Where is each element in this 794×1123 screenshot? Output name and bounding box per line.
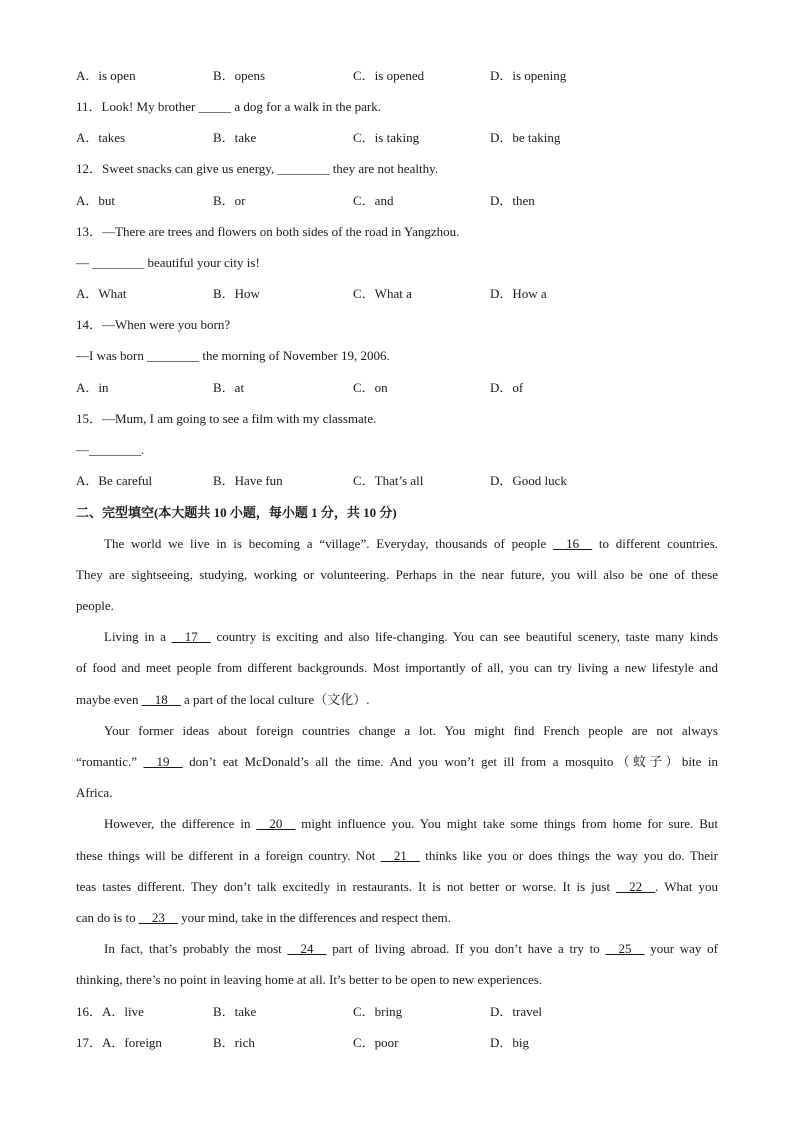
option-c[interactable]: C．That’s all (353, 473, 424, 488)
q13-stem: 13．—There are trees and flowers on both sides of the road in Yangzhou. (76, 224, 460, 239)
text: country is exciting and also life-changing. You can see beautiful scenery, taste many kinds (210, 629, 719, 644)
text: a part of the local culture（文化）. (180, 692, 370, 707)
blank-25: __25__ (605, 941, 645, 956)
passage-p2-line2: of food and meet people from different backgrounds. Most importantly of all, you can try living a new lifestyle and (76, 660, 718, 675)
passage-p4-line4 (76, 908, 718, 928)
text: teas tastes different. They don’t talk excitedly in restaurants. It is not better or worse. It is just (76, 879, 617, 894)
option-a[interactable]: A．What (76, 286, 127, 301)
section-heading: 二、完型填空(本大题共 10 小题，每小题 1 分，共 10 分) (76, 505, 397, 520)
text: . What you (655, 879, 718, 894)
blank-21: __21__ (380, 848, 420, 863)
option-a[interactable]: A．is open (76, 68, 136, 83)
option-d[interactable]: D．Good luck (490, 473, 567, 488)
passage-p2-line1 (104, 627, 718, 647)
q15-options (76, 471, 718, 491)
option-a[interactable]: A．but (76, 193, 116, 208)
blank-17: __17__ (171, 629, 211, 644)
q14-reply: —I was born ________ the morning of November 19, 2006. (76, 348, 390, 363)
passage-p1-line2: They are sightseeing, studying, working or volunteering. Perhaps in the near future, you will also be one of these (76, 567, 718, 582)
option-d[interactable]: D．travel (490, 1004, 542, 1019)
q15-reply: —________. (76, 442, 145, 457)
q11-options (76, 128, 718, 148)
text: your way of (644, 941, 718, 956)
option-b[interactable]: B．How (213, 286, 260, 301)
passage-p3-line1: Your former ideas about foreign countries change a lot. You might find French people are not always (104, 723, 718, 738)
option-b[interactable]: B．take (213, 130, 257, 145)
option-b[interactable]: B．or (213, 193, 246, 208)
text: maybe even (76, 692, 142, 707)
option-c[interactable]: C．is taking (353, 130, 420, 145)
blank-20: __20__ (256, 816, 296, 831)
text: Living in a (104, 629, 172, 644)
option-c[interactable]: C．and (353, 193, 394, 208)
blank-19: __19__ (143, 754, 183, 769)
blank-23: __23__ (138, 910, 178, 925)
option-a[interactable]: 17．A．foreign (76, 1035, 162, 1050)
text: don’t eat McDonald’s all the time. And you won’t get ill from a mosquito（蚊子）bite in (182, 754, 718, 769)
option-d[interactable]: D．How a (490, 286, 547, 301)
option-b[interactable]: B．opens (213, 68, 266, 83)
text: these things will be different in a foreign country. Not (76, 848, 381, 863)
option-b[interactable]: B．take (213, 1004, 257, 1019)
option-a[interactable]: A．takes (76, 130, 126, 145)
text: However, the difference in (104, 816, 257, 831)
text: part of living abroad. If you don’t have a try to (326, 941, 606, 956)
passage-p4-line3 (76, 877, 718, 897)
q12-options (76, 191, 718, 211)
passage-p3-line2 (76, 752, 718, 772)
option-c[interactable]: C．bring (353, 1004, 403, 1019)
option-d[interactable]: D．big (490, 1035, 530, 1050)
option-c[interactable]: C．poor (353, 1035, 399, 1050)
text: can do is to (76, 910, 139, 925)
option-a[interactable]: 16．A．live (76, 1004, 144, 1019)
passage-p4-line2 (76, 846, 718, 866)
option-b[interactable]: B．Have fun (213, 473, 283, 488)
option-d[interactable]: D．then (490, 193, 535, 208)
q11-stem: 11．Look! My brother _____ a dog for a walk in the park. (76, 99, 381, 114)
option-d[interactable]: D．be taking (490, 130, 561, 145)
passage-p5-line1 (104, 939, 718, 959)
q14-stem: 14．—When were you born? (76, 317, 231, 332)
blank-22: __22__ (616, 879, 656, 894)
option-d[interactable]: D．of (490, 380, 524, 395)
passage-p4-line1 (104, 814, 718, 834)
text: “romantic.” (76, 754, 144, 769)
option-c[interactable]: C．What a (353, 286, 412, 301)
text: to different countries. (592, 536, 719, 551)
passage-p3-line3: Africa. (76, 785, 113, 800)
text: thinks like you or does things the way you do. Their (419, 848, 718, 863)
text: your mind, take in the differences and respect them. (177, 910, 451, 925)
blank-24: __24__ (287, 941, 327, 956)
q13-reply: — ________ beautiful your city is! (76, 255, 260, 270)
option-c[interactable]: C．on (353, 380, 388, 395)
blank-16: __16__ (553, 536, 593, 551)
text: might influence you. You might take some things from home for sure. But (295, 816, 718, 831)
blank-18: __18__ (141, 692, 181, 707)
option-b[interactable]: B．rich (213, 1035, 255, 1050)
passage-p1-line3: people. (76, 598, 114, 613)
q14-options (76, 378, 718, 398)
option-d[interactable]: D．is opening (490, 68, 567, 83)
passage-p5-line2: thinking, there’s no point in leaving home at all. It’s better to be open to new experiences. (76, 972, 543, 987)
q10-options (76, 66, 718, 86)
text: In fact, that’s probably the most (104, 941, 288, 956)
option-a[interactable]: A．in (76, 380, 109, 395)
q13-options (76, 284, 718, 304)
q16-options (76, 1002, 718, 1022)
text: The world we live in is becoming a “village”. Everyday, thousands of people (104, 536, 554, 551)
passage-p2-line3 (76, 690, 718, 710)
q12-stem: 12．Sweet snacks can give us energy, ________ they are not healthy. (76, 161, 438, 176)
q17-options (76, 1033, 718, 1053)
q15-stem: 15．—Mum, I am going to see a film with my classmate. (76, 411, 377, 426)
option-c[interactable]: C．is opened (353, 68, 425, 83)
passage-p1-line1 (104, 534, 718, 554)
option-a[interactable]: A．Be careful (76, 473, 153, 488)
option-b[interactable]: B．at (213, 380, 245, 395)
